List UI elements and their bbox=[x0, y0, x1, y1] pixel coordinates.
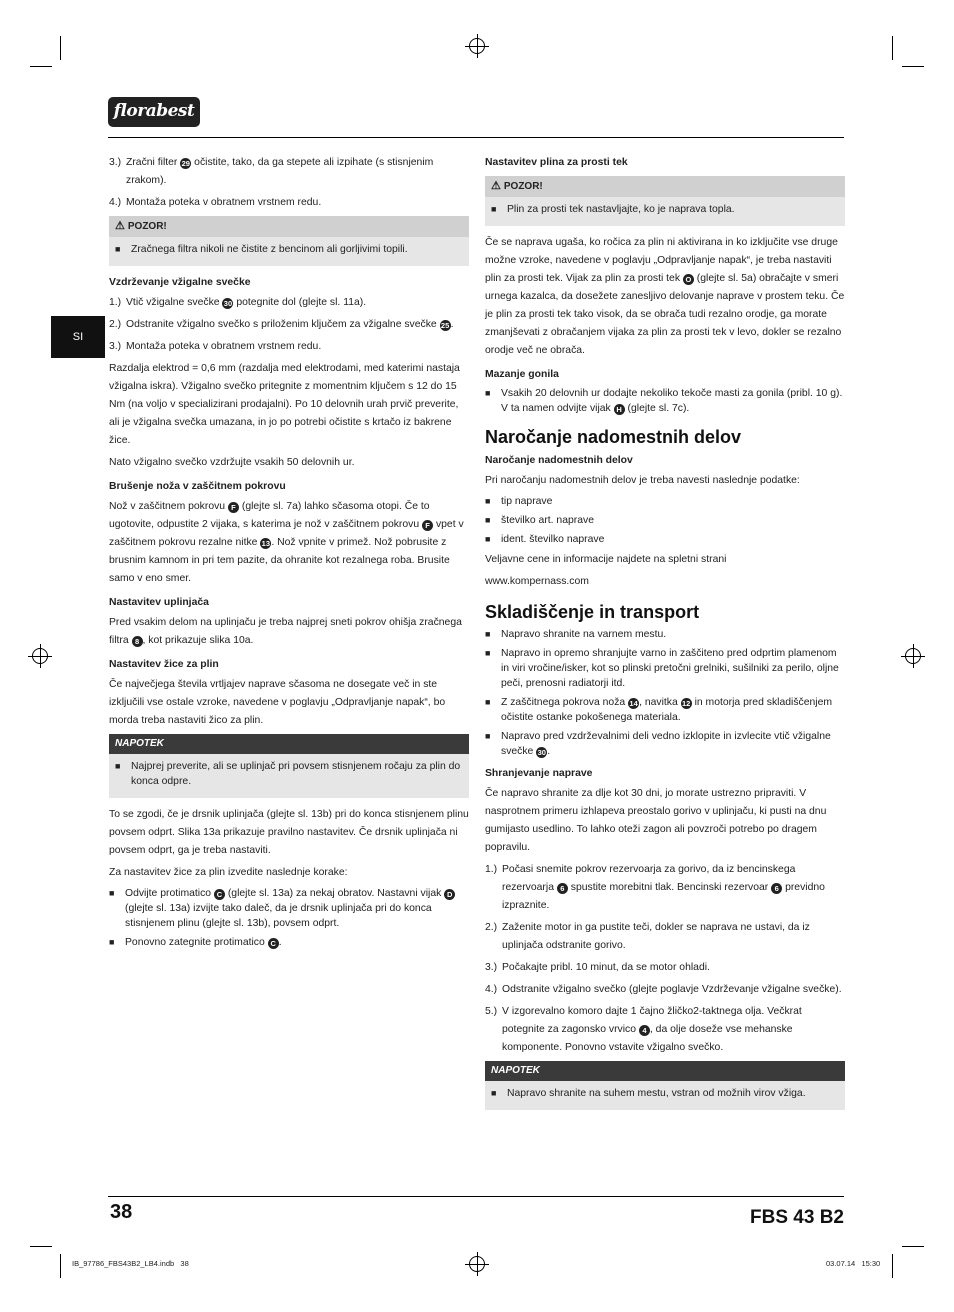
note-header: NAPOTEK bbox=[109, 734, 469, 754]
registration-mark-icon bbox=[32, 648, 48, 664]
list-item: ■ Napravo pred vzdrževalnimi deli vedno izklopite in izvlecite vtič vžigalne svečke 30. bbox=[485, 731, 831, 757]
part-number-icon: 30 bbox=[223, 299, 233, 308]
part-number-icon: 6 bbox=[557, 883, 568, 894]
registration-mark-icon bbox=[469, 1256, 485, 1272]
crop-mark bbox=[30, 1246, 52, 1247]
bullet-icon: ■ bbox=[109, 888, 115, 898]
part-letter-icon: C bbox=[214, 889, 225, 900]
section-heading: Naročanje nadomestnih delov bbox=[485, 455, 633, 466]
paragraph: Nož v zaščitnem pokrovu F (glejte sl. 7a) lahko sčasoma otopi. Če to ugotovite, odpustite 2 vijaka, s katerima je nož v zaščitnem pokrovu F vpet v zaščitnem pokrovu rezalne nitke 13. Nož vpnite v primež. Nož pobrusite z brusnim kamnom in pri tem pazite, da ohranite kot rezalnega roba. Brusite samo v eno smer. bbox=[109, 501, 464, 584]
list-item: 1.) Počasi snemite pokrov rezervoarja za gorivo, da iz bencinskega rezervoarja 6 spustite morebitni tlak. Bencinski rezervoar 6 previdno izpraznite. bbox=[485, 864, 825, 911]
bullet-icon: ■ bbox=[485, 731, 491, 741]
section-heading: Mazanje gonila bbox=[485, 369, 559, 380]
part-letter-icon: F bbox=[228, 502, 239, 513]
bullet-icon: ■ bbox=[491, 204, 497, 214]
file-info: IB_97786_FBS43B2_LB4.indb 38 bbox=[72, 1259, 189, 1268]
crop-mark bbox=[892, 1254, 893, 1278]
list-item: ■ Najprej preverite, ali se uplinjač pri povsem stisnjenem ročaju za plin do konca odpre. bbox=[115, 761, 461, 787]
note-box bbox=[109, 754, 469, 798]
part-letter-icon: O bbox=[683, 274, 694, 285]
part-number-icon: 8 bbox=[132, 636, 143, 647]
section-heading: Shranjevanje naprave bbox=[485, 768, 593, 779]
paragraph: Pred vsakim delom na uplinjaču je treba najprej sneti pokrov ohišja zračnega filtra 8 , kot prikazuje slika 10a. bbox=[109, 617, 462, 646]
list-item: ■ Z zaščitnega pokrova noža 14, navitka 12 in motorja pred skladiščenjem očistite ostanke pokošenega materiala. bbox=[485, 697, 833, 723]
list-item: ■ Plin za prosti tek nastavljajte, ko je naprava topla. bbox=[491, 204, 735, 215]
list-item: 3.) Montaža poteka v obratnem vrstnem redu. bbox=[109, 341, 322, 352]
paragraph: Če največjega števila vrtljajev naprave sčasoma ne dosegate več in ste izključili vse ostale vzroke, navedene v poglavju „Odpravljanje napak“, bo morda treba nastaviti žico za plin. bbox=[109, 679, 446, 726]
model-name: FBS 43 B2 bbox=[750, 1207, 844, 1228]
bullet-icon: ■ bbox=[485, 629, 491, 639]
section-heading: Nastavitev plina za prosti tek bbox=[485, 157, 628, 168]
warning-icon: ⚠ bbox=[115, 220, 125, 232]
list-item: 1.) Vtič vžigalne svečke 30 potegnite dol (glejte sl. 11a). bbox=[109, 297, 367, 308]
page-number: 38 bbox=[110, 1201, 133, 1223]
bullet-icon: ■ bbox=[485, 534, 491, 544]
warning-box bbox=[485, 197, 845, 226]
paragraph: Veljavne cene in informacije najdete na spletni strani bbox=[485, 554, 727, 565]
paragraph: To se zgodi, če je drsnik uplinjača (glejte sl. 13b) pri do konca stisnjenem plinu povsem odprt. Slika 13a prikazuje pravilno nastavitev. Če drsnik uplinjača ni povsem odprt, ga je treba nastaviti. bbox=[109, 809, 469, 856]
part-letter-icon: C bbox=[268, 938, 279, 949]
right-column bbox=[485, 154, 845, 1118]
list-item: ■ številko art. naprave bbox=[485, 515, 594, 526]
list-item: ■ Zračnega filtra nikoli ne čistite z bencinom ali gorljivimi topili. bbox=[115, 244, 408, 255]
crop-mark bbox=[60, 36, 61, 60]
list-item: 3.) Počakajte pribl. 10 minut, da se motor ohladi. bbox=[485, 962, 710, 973]
part-number-icon: 25 bbox=[440, 321, 450, 330]
list-item: ■ Napravo shranite na varnem mestu. bbox=[485, 629, 667, 640]
warning-header: ⚠ POZOR! bbox=[109, 216, 469, 237]
list-item: ■ ident. številko naprave bbox=[485, 534, 605, 545]
bullet-icon: ■ bbox=[115, 244, 121, 254]
list-item: ■ Napravo shranite na suhem mestu, vstran od možnih virov vžiga. bbox=[491, 1088, 806, 1099]
list-item: ■ Ponovno zategnite protimatico C . bbox=[109, 937, 282, 948]
paragraph: Če se naprava ugaša, ko ročica za plin ni aktivirana in ko izključite vse druge možne vzroke, navedene v poglavju „Odpravljanje napak“, je treba nastaviti plin za prosti tek. Vijak za plin za prosti tek O (glejte sl. 5a) obračajte v smeri urnega kazalca, da dosežete zanesljivo delovanje naprave v prostem teku. Če je plin za prosti tek tako visok, da se obrača tudi rezalno orodje, ga morate zmanjševati z obračanjem vijaka za plin za prosti tek v levo, dokler se rezalno orodje več ne obrača. bbox=[485, 237, 845, 356]
list-item: 4.) Montaža poteka v obratnem vrstnem redu. bbox=[109, 197, 322, 208]
part-number-icon: 6 bbox=[771, 883, 782, 894]
list-item: 3.) Zračni filter 29 očistite, tako, da ga stepete ali izpihate (s stisnjenim zrakom). bbox=[109, 157, 434, 186]
part-number-icon: 12 bbox=[682, 699, 691, 708]
crop-mark bbox=[902, 66, 924, 67]
part-letter-icon: H bbox=[614, 404, 625, 415]
list-item: ■ Odvijte protimatico C (glejte sl. 13a) za nekaj obratov. Nastavni vijak D (glejte sl. 13a) izvijte tako daleč, da je drsnik uplinjača pri do konca stisnjenem plinu (glejte sl. 13b), povsem odprt. bbox=[109, 886, 469, 931]
bullet-icon: ■ bbox=[491, 1088, 497, 1098]
list-item: ■ Vsakih 20 delovnih ur dodajte nekoliko tekoče masti za gonila (pribl. 10 g). V ta namen odvijte vijak H (glejte sl. 7c). bbox=[485, 388, 843, 414]
bullet-icon: ■ bbox=[485, 697, 491, 707]
part-number-icon: 13 bbox=[261, 539, 270, 548]
section-heading: Nastavitev žice za plin bbox=[109, 659, 219, 670]
warning-icon: ⚠ bbox=[491, 180, 501, 192]
crop-mark bbox=[892, 36, 893, 60]
part-letter-icon: D bbox=[444, 889, 455, 900]
chapter-title: Skladiščenje in transport bbox=[485, 602, 700, 622]
crop-mark bbox=[902, 1246, 924, 1247]
left-column bbox=[109, 154, 469, 954]
note-box bbox=[485, 1081, 845, 1110]
section-heading: Brušenje noža v zaščitnem pokrovu bbox=[109, 481, 286, 492]
footer-rule bbox=[108, 1196, 844, 1197]
list-item: 2.) Odstranite vžigalno svečko s priloženim ključem za vžigalne svečke 25. bbox=[109, 319, 454, 330]
registration-mark-icon bbox=[469, 38, 485, 54]
warning-box bbox=[109, 237, 469, 266]
website-link[interactable]: www.kompernass.com bbox=[485, 576, 589, 587]
chapter-title: Naročanje nadomestnih delov bbox=[485, 427, 742, 447]
part-letter-icon: F bbox=[422, 520, 433, 531]
list-item: ■ tip naprave bbox=[485, 496, 553, 507]
part-number-icon: 14 bbox=[629, 699, 638, 708]
list-item: 2.) Zaženite motor in ga pustite teči, dokler se naprava ne ustavi, da iz uplinjača odstranite gorivo. bbox=[485, 922, 810, 951]
part-number-icon: 29 bbox=[181, 159, 190, 168]
section-heading: Vzdrževanje vžigalne svečke bbox=[109, 277, 251, 288]
bullet-icon: ■ bbox=[485, 496, 491, 506]
paragraph: Če napravo shranite za dlje kot 30 dni, jo morate ustrezno pripraviti. V nasprotnem primeru izhlapeva preostalo gorivo v uplinjaču, ki pusti na dnu gumijasto usedlino. To lahko oteži zagon ali povzroči potrebo po dragem popravilu. bbox=[485, 788, 827, 853]
bullet-icon: ■ bbox=[485, 515, 491, 525]
crop-mark bbox=[30, 66, 52, 67]
header-rule bbox=[108, 137, 844, 138]
registration-mark-icon bbox=[905, 648, 921, 664]
section-heading: Nastavitev uplinjača bbox=[109, 597, 209, 608]
paragraph: Nato vžigalno svečko vzdržujte vsakih 50 delovnih ur. bbox=[109, 457, 355, 468]
bullet-icon: ■ bbox=[485, 648, 491, 658]
crop-mark bbox=[60, 1254, 61, 1278]
part-number-icon: 4 bbox=[639, 1025, 650, 1036]
paragraph: Razdalja elektrod = 0,6 mm (razdalja med elektrodami, med katerimi nastaja vžigalna iskra). Vžigalno svečko pritegnite z momentnim ključem s 12 do 15 Nm (na voljo v specializirani prodajalni). Po 10 delovnih urah prvič preverite, ali je vžigalna svečka umazana, in jo po potrebi očistite s krtačo iz bakrene žice. bbox=[109, 363, 460, 446]
bullet-icon: ■ bbox=[109, 937, 115, 947]
paragraph: Pri naročanju nadomestnih delov je treba navesti naslednje podatke: bbox=[485, 475, 800, 486]
language-tab: SI bbox=[51, 316, 105, 358]
list-item: 5.) V izgorevalno komoro dajte 1 čajno žličko2-taktnega olja. Večkrat potegnite za zagonsko vrvico 4 , da olje doseže vse mehanske komponente. Ponovno vstavite vžigalno svečko. bbox=[485, 1006, 802, 1053]
part-number-icon: 30 bbox=[537, 748, 546, 757]
paragraph: Za nastavitev žice za plin izvedite naslednje korake: bbox=[109, 867, 348, 878]
list-item: 4.) Odstranite vžigalno svečko (glejte poglavje Vzdrževanje vžigalne svečke). bbox=[485, 984, 842, 995]
print-date: 03.07.14 15:30 bbox=[826, 1259, 881, 1268]
bullet-icon: ■ bbox=[115, 761, 121, 771]
warning-header: ⚠ POZOR! bbox=[485, 176, 845, 197]
brand-logo: florabest bbox=[108, 97, 200, 127]
list-item: ■ Napravo in opremo shranjujte varno in zaščiteno pred odprtim plamenom in viri vročine/isker, kot so plinski pretočni grelniki, sušilniki za perilo, oljne peči, prenosni radiatorji itd. bbox=[485, 648, 839, 689]
note-header: NAPOTEK bbox=[485, 1061, 845, 1081]
bullet-icon: ■ bbox=[485, 388, 491, 398]
